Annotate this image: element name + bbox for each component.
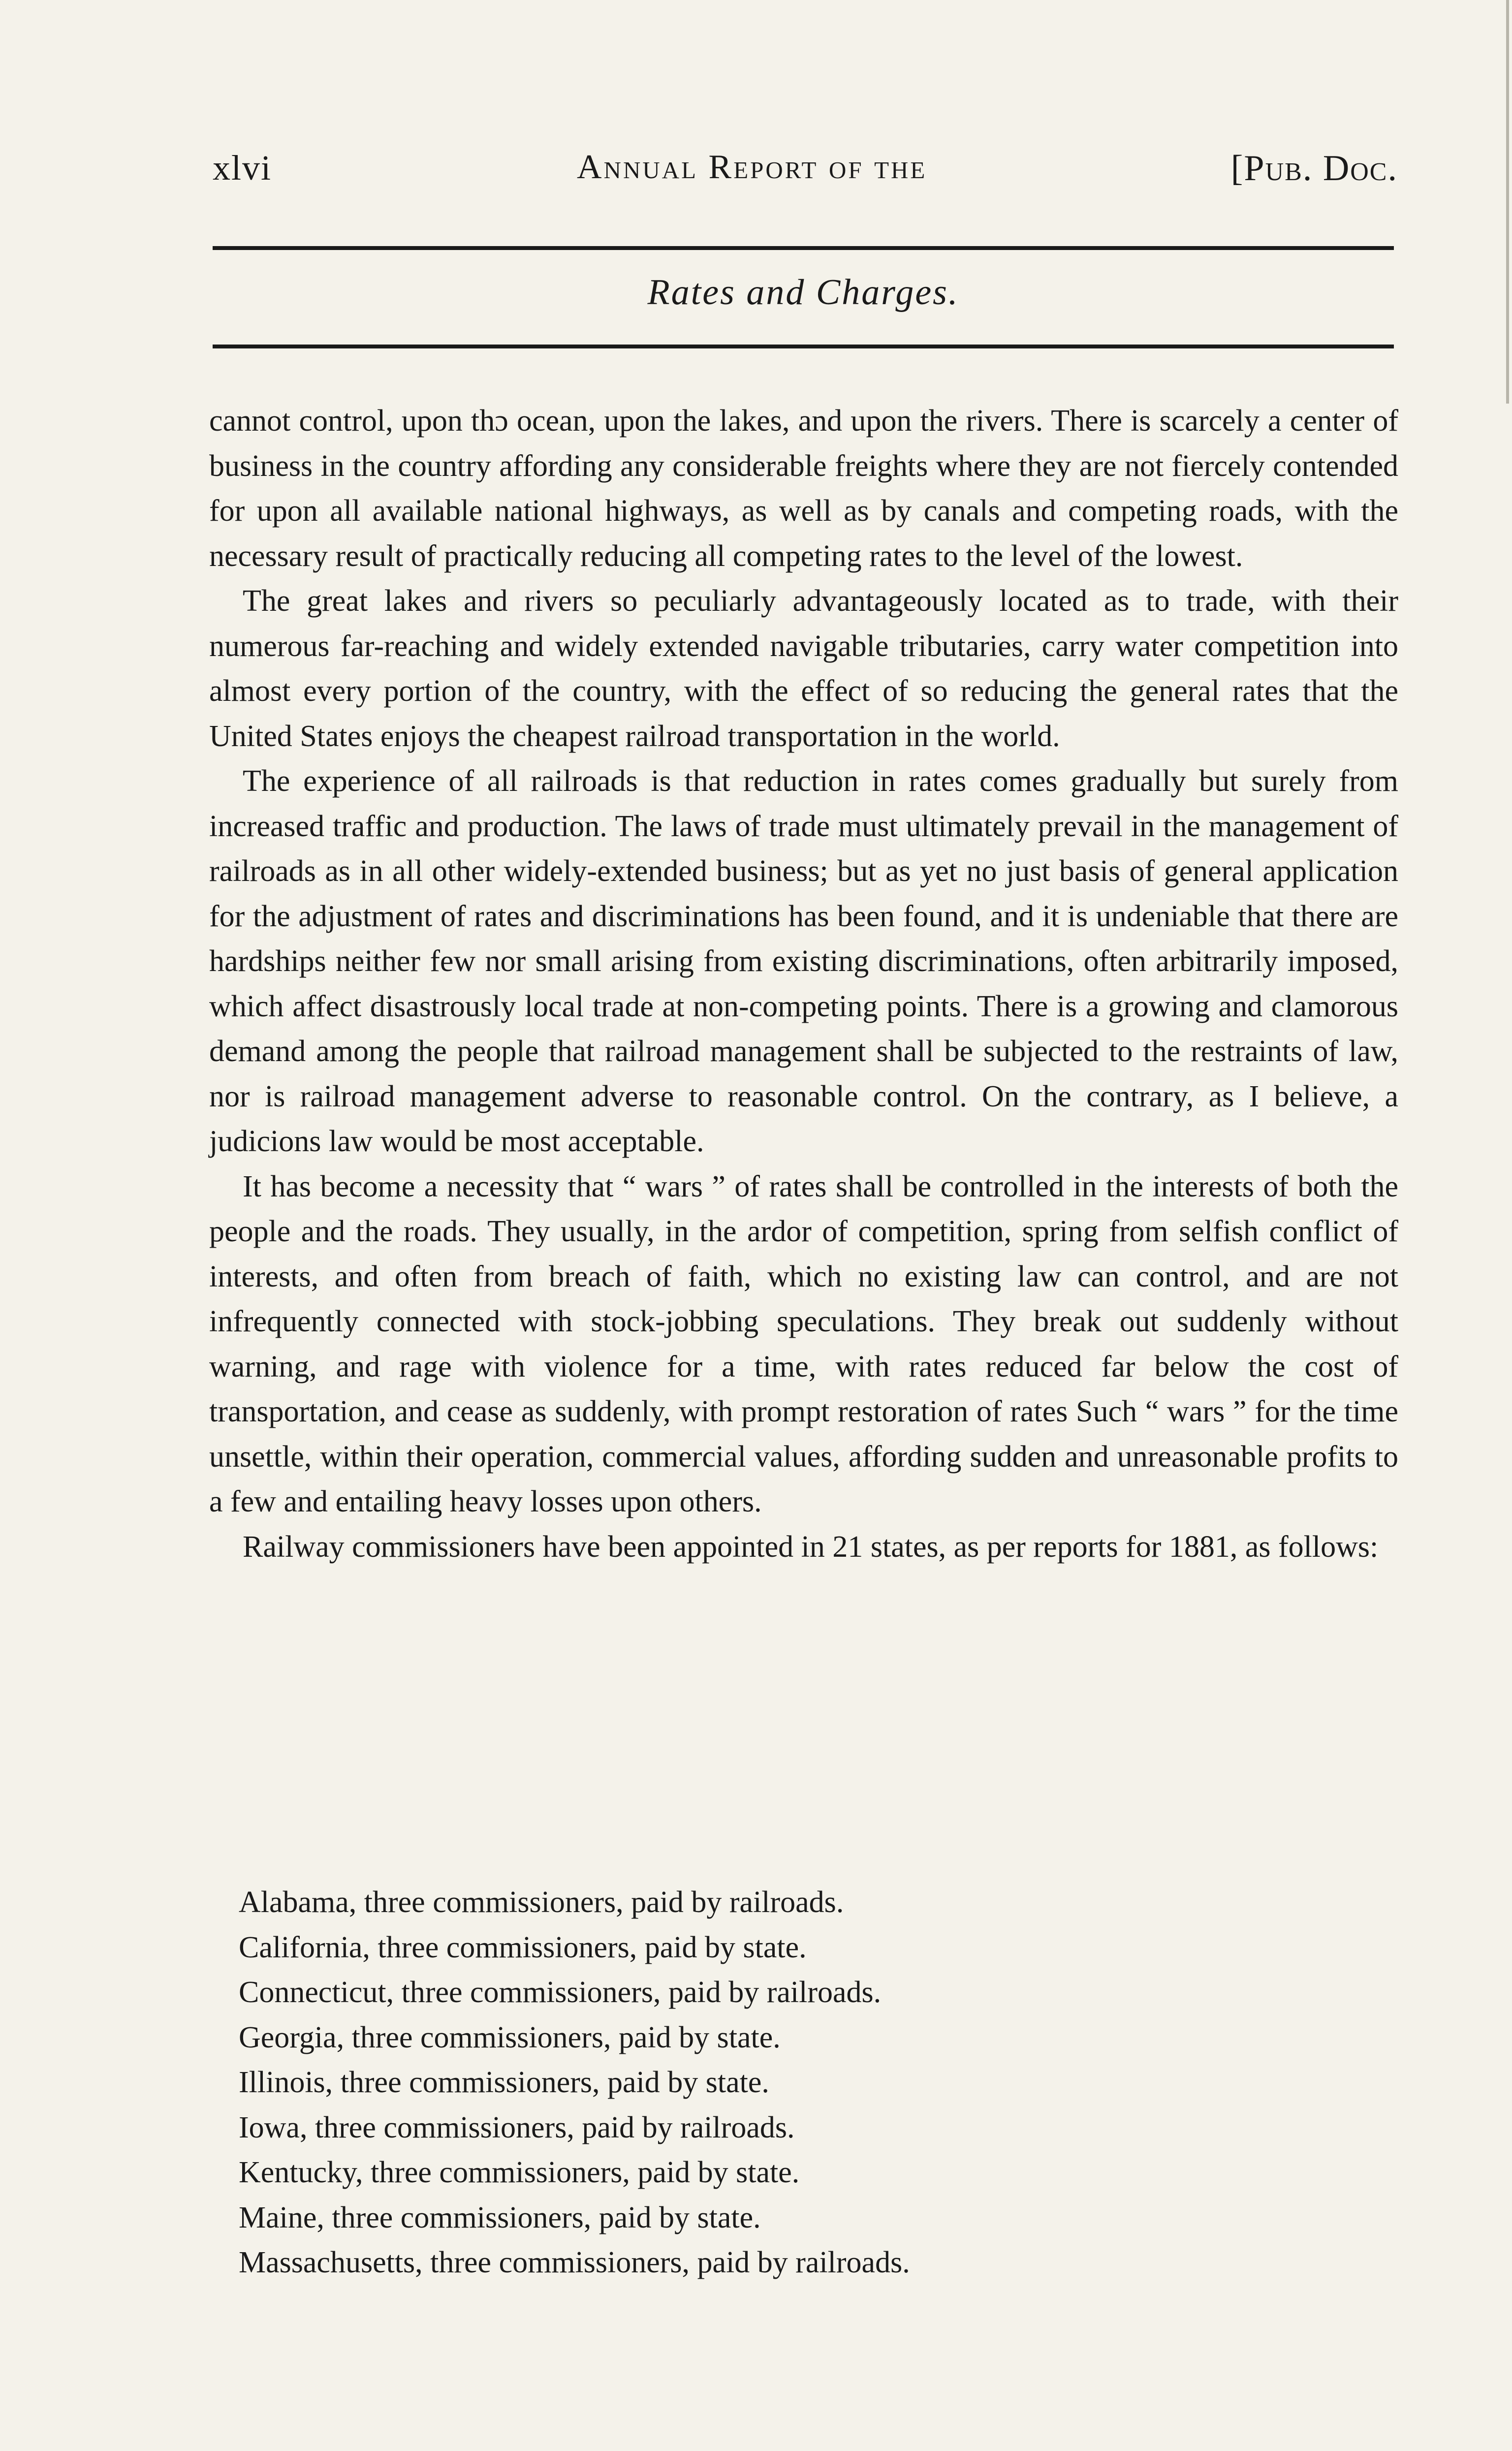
list-item: Iowa, three commissioners, paid by railroads. <box>239 2110 795 2144</box>
list-item: Kentucky, three commissioners, paid by state. <box>239 2156 800 2189</box>
page-number: xlvi <box>213 148 272 188</box>
top-rule <box>213 246 1394 250</box>
list-item: California, three commissioners, paid by state. <box>239 1930 807 1964</box>
running-title: Annual Report of the <box>577 148 927 186</box>
paragraph: The great lakes and rivers so peculiarly advantageously located as to trade, with their numerous far-reaching and widely extended navigable tributaries, carry water competition into almost every portion of the country, with the effect of so reducing the general rates that the United States enjoys the cheapest railroad transportation in the world. <box>209 584 1398 753</box>
section-title: Rates and Charges. <box>647 272 959 313</box>
document-designation: [Pub. Doc. <box>1230 148 1398 189</box>
paragraph: Railway commissioners have been appointed in 21 states, as per reports for 1881, as follows: <box>243 1530 1379 1564</box>
list-item: Georgia, three commissioners, paid by state. <box>239 2020 781 2054</box>
list-item: Illinois, three commissioners, paid by state. <box>239 2066 769 2099</box>
page-edge-shadow <box>1506 0 1509 404</box>
list-item: Massachusetts, three commissioners, paid by railroads. <box>239 2246 910 2279</box>
bottom-rule <box>213 345 1394 348</box>
paragraph: The experience of all railroads is that reduction in rates comes gradually but surely from increased traffic and production. The laws of trade must ultimately prevail in the management of railroads as in all other widely-extended business; but as yet no just basis of general application for the adjustment of rates and discriminations has been found, and it is undeniable that there are hardships neither few nor small arising from existing discriminations, often arbitrarily imposed, which affect disastrously local trade at non-competing points. There is a growing and clamorous demand among the people that railroad management shall be subjected to the restraints of law, nor is railroad management adverse to reasonable control. On the contrary, as I believe, a judicions law would be most acceptable. <box>209 764 1398 1158</box>
paragraph: cannot control, upon thɔ ocean, upon the lakes, and upon the rivers. There is scarcely a center of business in the country affording any considerable freights where they are not fiercely contended for upon all available national highways, as well as by canals and competing roads, with the necessary result of practically reducing all competing rates to the level of the lowest. <box>209 404 1398 573</box>
list-item: Alabama, three commissioners, paid by railroads. <box>239 1885 844 1919</box>
running-head <box>213 148 1398 202</box>
list-item: Connecticut, three commissioners, paid by railroads. <box>239 1976 882 2009</box>
commissioners-list <box>239 1880 1371 2286</box>
list-item: Maine, three commissioners, paid by state. <box>239 2200 761 2234</box>
paragraph: It has become a necessity that “ wars ” of rates shall be controlled in the interests of both the people and the roads. They usually, in the ardor of competition, spring from selfish conflict of interests, and often from breach of faith, which no existing law can control, and are not infrequently connected with stock-jobbing speculations. They break out suddenly without warning, and rage with violence for a time, with rates reduced far below the cost of transportation, and cease as suddenly, with prompt restoration of rates Such “ wars ” for the time unsettle, within their operation, commercial values, affording sudden and unreasonable profits to a few and entailing heavy losses upon others. <box>209 1169 1398 1518</box>
body-text <box>209 399 1398 1570</box>
